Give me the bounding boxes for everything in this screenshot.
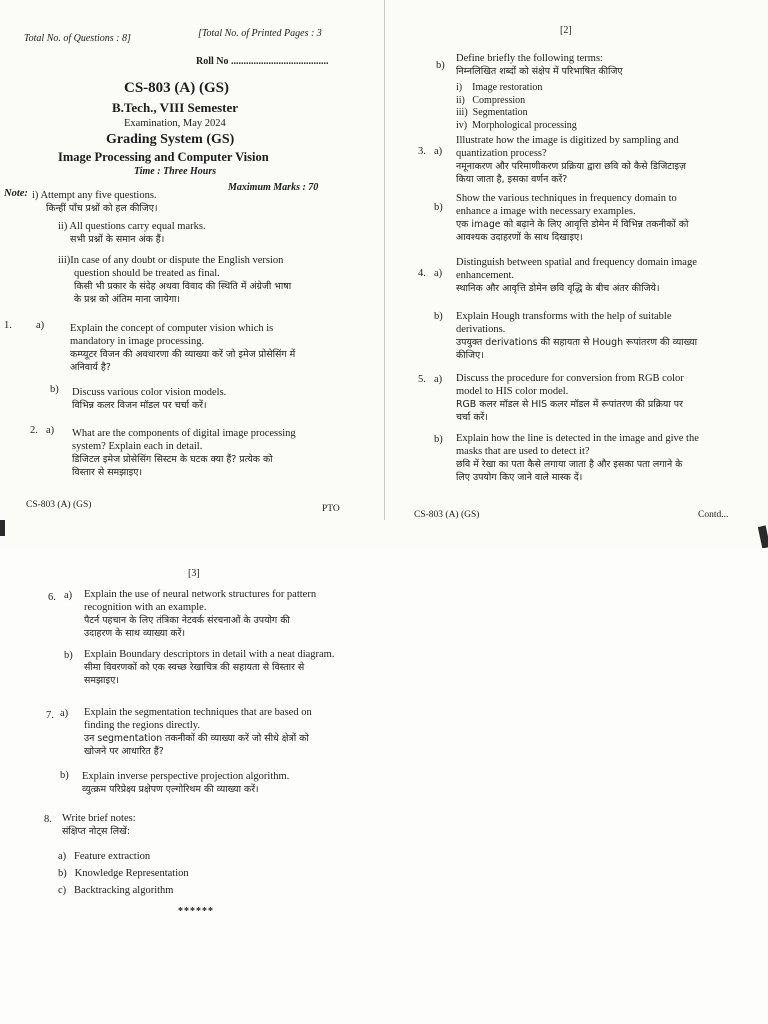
note-2: ii) All questions carry equal marks. सभी प्रश्नों के समान अंक हैं। xyxy=(58,221,206,245)
note-3: iii)In case of any doubt or dispute the English version question should be treated as final. किसी भी प्रकार के संदेह अथवा विवाद की स्थिति में अंग्रेजी भाषा के प्रश्न को अंतिम माना जायेगा। xyxy=(58,255,292,305)
list-item: c) Backtracking algorithm xyxy=(58,885,174,896)
q3a-text: Illustrate how the image is digitized by sampling and quantization process? नमूनाकरण और परिमाणीकरण प्रक्रिया द्वारा छवि को कैसे डिजिटाइज़ किया जाता है, इसका वर्णन करें? xyxy=(456,135,686,185)
q7a-label: a) xyxy=(60,708,69,719)
footer-code: CS-803 (A) (GS) xyxy=(414,510,480,520)
q1-number: 1. xyxy=(4,320,12,331)
term-item: iii) Segmentation xyxy=(456,107,528,118)
course-code: CS-803 (A) (GS) xyxy=(124,80,229,96)
q7b-label: b) xyxy=(60,770,69,781)
q6b-text: Explain Boundary descriptors in detail with a neat diagram. सीमा विवरणकों को एक स्वच्छ रेखाचित्र की सहायता से विस्तार से समझाइए। xyxy=(84,649,335,686)
note-label: Note: xyxy=(4,188,28,199)
scan-edge-mark xyxy=(0,520,5,536)
scan-edge-mark xyxy=(758,525,768,548)
q1a-label: a) xyxy=(36,320,45,331)
q3a-label: a) xyxy=(434,146,443,157)
q1a-text: Explain the concept of computer vision which is mandatory in image processing. कम्प्यूटर विजन की अवधारणा की व्याख्या करें जो इमेज प्रोसेसिंग में अनिवार्य है? xyxy=(70,323,296,373)
q1b-label: b) xyxy=(50,384,59,395)
q4b-label: b) xyxy=(434,311,443,322)
footer-pto: PTO xyxy=(322,504,340,514)
q5b-text: Explain how the line is detected in the image and give the masks that are used to detect it? छवि में रेखा का पता कैसे लगाया जाता है और इसका पता लगाने के लिए उपयोग किए जाने वाले मास्क दें। xyxy=(456,433,699,483)
q5b-label: b) xyxy=(434,434,443,445)
q7a-text: Explain the segmentation techniques that are based on finding the regions directly. उन segmentation तकनीकों की व्याख्या करें जो सीधे क्षेत्रों को खोजने पर आधारित हैं? xyxy=(84,707,312,757)
q6a-text: Explain the use of neural network structures for pattern recognition with an example. पैटर्न पहचान के लिए तंत्रिका नेटवर्क संरचनाओं के उपयोग की उदाहरण के साथ व्याख्या करें। xyxy=(84,589,317,639)
page-2-number: [2] xyxy=(560,25,572,36)
q5-number: 5. xyxy=(418,374,426,385)
q4a-label: a) xyxy=(434,268,443,279)
q2b-text: Define briefly the following terms: निम्नलिखित शब्दों को संक्षेप में परिभाषित कीजिए xyxy=(456,53,623,77)
q8-text: Write brief notes: संक्षिप्त नोट्स लिखें: xyxy=(62,813,136,837)
list-item: b) Knowledge Representation xyxy=(58,868,189,879)
q3b-text: Show the various techniques in frequency domain to enhance a image with necessary examples. एक image को बढ़ाने के लिए आवृत्ति डोमेन में विभिन्न तकनीकों को आवश्यक उदाहरणों के साथ दिखाइए। xyxy=(456,193,689,243)
footer-contd: Contd... xyxy=(698,510,729,520)
page-2 xyxy=(384,0,768,548)
q2-number: 2. xyxy=(30,425,38,436)
page-fold-line xyxy=(384,0,385,520)
total-printed-pages: [Total No. of Printed Pages : 3 xyxy=(198,28,322,39)
q2b-label: b) xyxy=(436,60,445,71)
program: B.Tech., VIII Semester xyxy=(112,100,239,115)
q2a-label: a) xyxy=(46,425,55,436)
list-item: a) Feature extraction xyxy=(58,851,151,862)
q3b-label: b) xyxy=(434,202,443,213)
q3-number: 3. xyxy=(418,146,426,157)
note-1: i) Attempt any five questions. किन्हीं पाँच प्रश्नों को हल कीजिए। xyxy=(32,190,158,214)
page-3-number: [3] xyxy=(188,568,200,579)
grading-system: Grading System (GS) xyxy=(106,132,235,147)
q6b-label: b) xyxy=(64,650,73,661)
exam-time: Time : Three Hours xyxy=(134,166,217,177)
q6a-label: a) xyxy=(64,590,73,601)
term-item: iv) Morphological processing xyxy=(456,119,577,131)
exam-session: Examination, May 2024 xyxy=(124,118,226,129)
q8-notes-list xyxy=(58,848,189,899)
q7b-text: Explain inverse perspective projection algorithm. व्युत्क्रम परिप्रेक्ष्य प्रक्षेपण एल्गोरिथम की व्याख्या करें। xyxy=(82,771,290,795)
q8-number: 8. xyxy=(44,814,52,825)
roll-no-field: Roll No ....................................... xyxy=(196,56,329,67)
term-item: i) Image restoration xyxy=(456,82,543,93)
q2a-text: What are the components of digital image processing system? Explain each in detail. डिजिटल इमेज प्रोसेसिंग सिस्टम के घटक क्या हैं? प्रत्येक को विस्तार से समझाइए। xyxy=(72,428,296,478)
q5a-text: Discuss the procedure for conversion from RGB color model to HIS color model. RGB कलर मॉडल से HIS कलर मॉडल में रूपांतरण की प्रक्रिया पर चर्चा करें। xyxy=(456,373,684,423)
q4-number: 4. xyxy=(418,268,426,279)
max-marks: Maximum Marks : 70 xyxy=(228,182,319,193)
q1b-text: Discuss various color vision models. विभिन्न कलर विजन मॉडल पर चर्चा करें। xyxy=(72,387,227,411)
q4b-text: Explain Hough transforms with the help of suitable derivations. उपयुक्त derivations की सहायता से Hough रूपांतरण की व्याख्या कीजिए। xyxy=(456,311,698,361)
q5a-label: a) xyxy=(434,374,443,385)
end-mark: ****** xyxy=(178,906,214,917)
total-questions: Total No. of Questions : 8] xyxy=(24,33,131,44)
q7-number: 7. xyxy=(46,710,54,721)
footer-code: CS-803 (A) (GS) xyxy=(26,500,92,510)
page-1 xyxy=(0,0,384,548)
q4a-text: Distinguish between spatial and frequency domain image enhancement. स्थानिक और आवृत्ति डोमेन छवि वृद्धि के बीच अंतर कीजिये। xyxy=(456,257,697,294)
q6-number: 6. xyxy=(48,592,56,603)
page-3 xyxy=(0,548,768,1024)
term-item: ii) Compression xyxy=(456,94,526,106)
subject-title: Image Processing and Computer Vision xyxy=(58,150,269,164)
q2b-terms-list xyxy=(456,82,577,132)
